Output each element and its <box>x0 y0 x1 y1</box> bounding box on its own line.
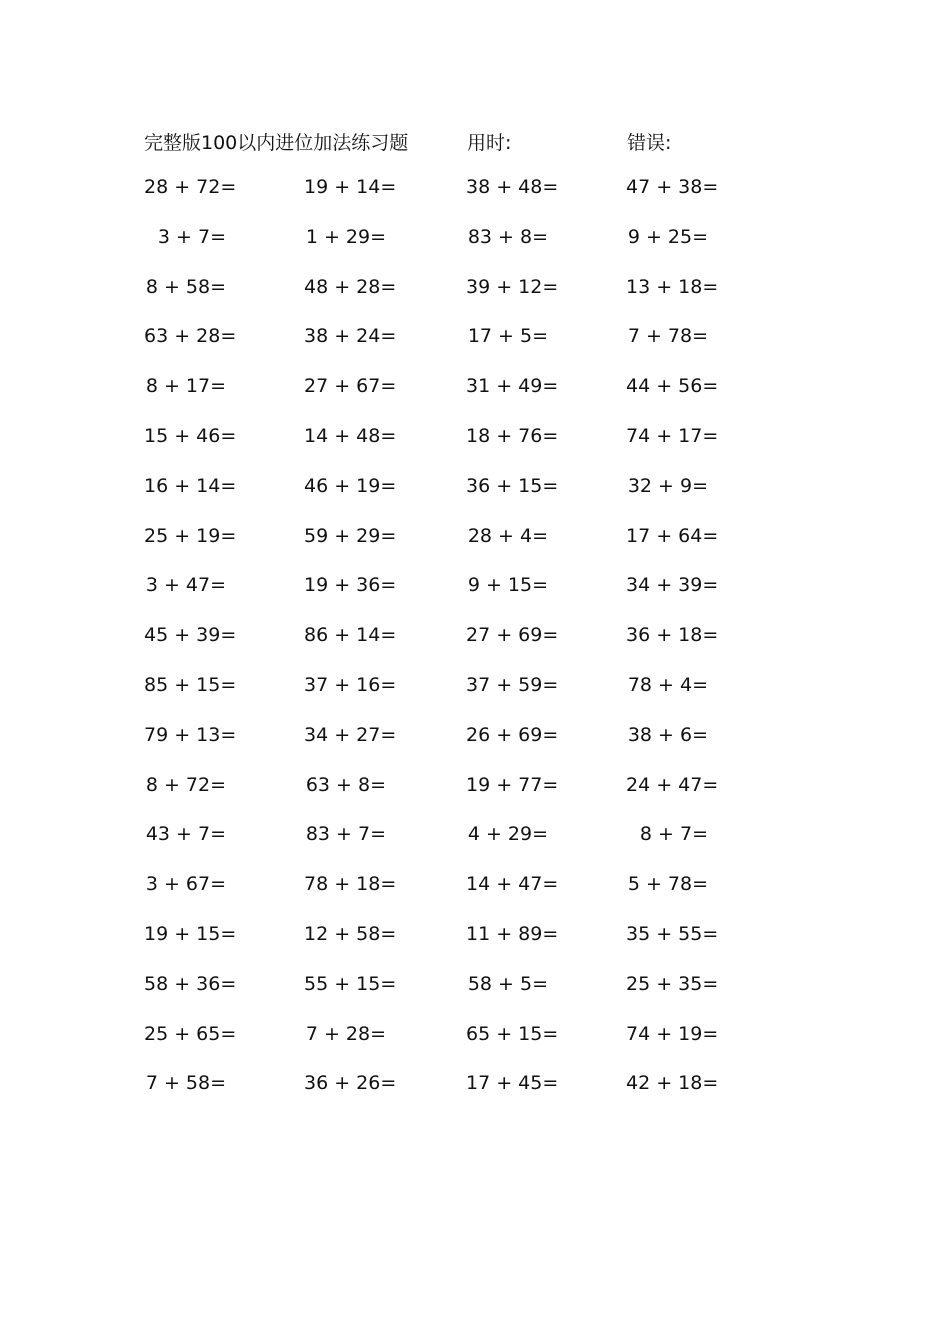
addition-problem: 17 + 45= <box>466 1072 559 1095</box>
addition-problem: 42 + 18= <box>626 1072 719 1095</box>
addition-problem: 14 + 47= <box>466 873 559 896</box>
problem-row <box>144 226 784 276</box>
addition-problem: 63 + 8= <box>305 773 386 796</box>
addition-problem: 37 + 59= <box>466 673 559 696</box>
addition-problem: 8 + 17= <box>145 375 226 398</box>
addition-problem: 45 + 39= <box>144 624 237 647</box>
addition-problem: 9 + 15= <box>467 574 548 597</box>
addition-problem: 31 + 49= <box>466 375 559 398</box>
problem-row <box>144 724 784 774</box>
addition-problem: 48 + 28= <box>304 275 397 298</box>
addition-problem: 74 + 17= <box>626 424 719 447</box>
problem-row <box>144 923 784 973</box>
addition-problem: 35 + 55= <box>626 922 719 945</box>
addition-problem: 3 + 47= <box>145 574 226 597</box>
problem-row <box>144 525 784 575</box>
addition-problem: 25 + 65= <box>144 1022 237 1045</box>
addition-problem: 5 + 78= <box>627 873 708 896</box>
addition-problem: 39 + 12= <box>466 275 559 298</box>
time-label: 用时: <box>467 132 512 154</box>
addition-problem: 4 + 29= <box>467 823 548 846</box>
addition-problem: 11 + 89= <box>466 922 559 945</box>
addition-problem: 32 + 9= <box>627 474 708 497</box>
problem-row <box>144 873 784 923</box>
addition-problem: 65 + 15= <box>466 1022 559 1045</box>
addition-problem: 18 + 76= <box>466 424 559 447</box>
problem-row <box>144 276 784 326</box>
worksheet-title: 完整版100以内进位加法练习题 <box>144 132 409 154</box>
addition-problem: 15 + 46= <box>144 424 237 447</box>
addition-problem: 3 + 7= <box>157 225 226 248</box>
addition-problem: 7 + 58= <box>145 1072 226 1095</box>
problem-row <box>144 1072 784 1122</box>
addition-problem: 46 + 19= <box>304 474 397 497</box>
addition-problem: 25 + 19= <box>144 524 237 547</box>
addition-problem: 37 + 16= <box>304 673 397 696</box>
problem-row <box>144 574 784 624</box>
addition-problem: 83 + 8= <box>467 225 548 248</box>
addition-problem: 7 + 78= <box>627 325 708 348</box>
problem-row <box>144 823 784 873</box>
addition-problem: 24 + 47= <box>626 773 719 796</box>
addition-problem: 58 + 5= <box>467 972 548 995</box>
addition-problem: 19 + 77= <box>466 773 559 796</box>
problem-row <box>144 973 784 1023</box>
addition-problem: 43 + 7= <box>145 823 226 846</box>
addition-problem: 38 + 48= <box>466 176 559 198</box>
addition-problem: 38 + 24= <box>304 325 397 348</box>
addition-problem: 13 + 18= <box>626 275 719 298</box>
addition-problem: 74 + 19= <box>626 1022 719 1045</box>
problem-row <box>144 176 784 226</box>
addition-problem: 28 + 4= <box>467 524 548 547</box>
problem-row <box>144 624 784 674</box>
addition-problem: 36 + 18= <box>626 624 719 647</box>
addition-problem: 86 + 14= <box>304 624 397 647</box>
addition-problem: 8 + 72= <box>145 773 226 796</box>
addition-problem: 14 + 48= <box>304 424 397 447</box>
addition-problem: 58 + 36= <box>144 972 237 995</box>
addition-problem: 17 + 64= <box>626 524 719 547</box>
problem-row <box>144 425 784 475</box>
addition-problem: 36 + 26= <box>304 1072 397 1095</box>
problem-row <box>144 674 784 724</box>
addition-problem: 78 + 18= <box>304 873 397 896</box>
problem-row <box>144 325 784 375</box>
addition-problem: 36 + 15= <box>466 474 559 497</box>
error-label: 错误: <box>627 132 672 154</box>
addition-problem: 8 + 7= <box>639 823 708 846</box>
addition-problem: 7 + 28= <box>305 1022 386 1045</box>
addition-problem: 63 + 28= <box>144 325 237 348</box>
addition-problem: 28 + 72= <box>144 176 237 198</box>
addition-problem: 27 + 67= <box>304 375 397 398</box>
addition-problem: 19 + 14= <box>304 176 397 198</box>
problem-row <box>144 1023 784 1073</box>
addition-problem: 34 + 27= <box>304 723 397 746</box>
worksheet-header <box>144 128 764 158</box>
addition-problem: 27 + 69= <box>466 624 559 647</box>
problem-row <box>144 774 784 824</box>
addition-problem: 19 + 15= <box>144 922 237 945</box>
addition-problem: 26 + 69= <box>466 723 559 746</box>
addition-problem: 12 + 58= <box>304 922 397 945</box>
addition-problem: 59 + 29= <box>304 524 397 547</box>
addition-problem: 25 + 35= <box>626 972 719 995</box>
addition-problem: 38 + 6= <box>627 723 708 746</box>
addition-problem: 78 + 4= <box>627 673 708 696</box>
problem-row <box>144 375 784 425</box>
problem-row <box>144 475 784 525</box>
addition-problem: 34 + 39= <box>626 574 719 597</box>
addition-problem: 19 + 36= <box>304 574 397 597</box>
addition-problem: 55 + 15= <box>304 972 397 995</box>
addition-problem: 85 + 15= <box>144 673 237 696</box>
addition-problem: 44 + 56= <box>626 375 719 398</box>
problem-grid <box>144 176 784 1122</box>
addition-problem: 3 + 67= <box>145 873 226 896</box>
addition-problem: 79 + 13= <box>144 723 237 746</box>
addition-problem: 8 + 58= <box>145 275 226 298</box>
addition-problem: 47 + 38= <box>626 176 719 198</box>
addition-problem: 9 + 25= <box>627 225 708 248</box>
addition-problem: 83 + 7= <box>305 823 386 846</box>
addition-problem: 16 + 14= <box>144 474 237 497</box>
addition-problem: 1 + 29= <box>305 225 386 248</box>
addition-problem: 17 + 5= <box>467 325 548 348</box>
